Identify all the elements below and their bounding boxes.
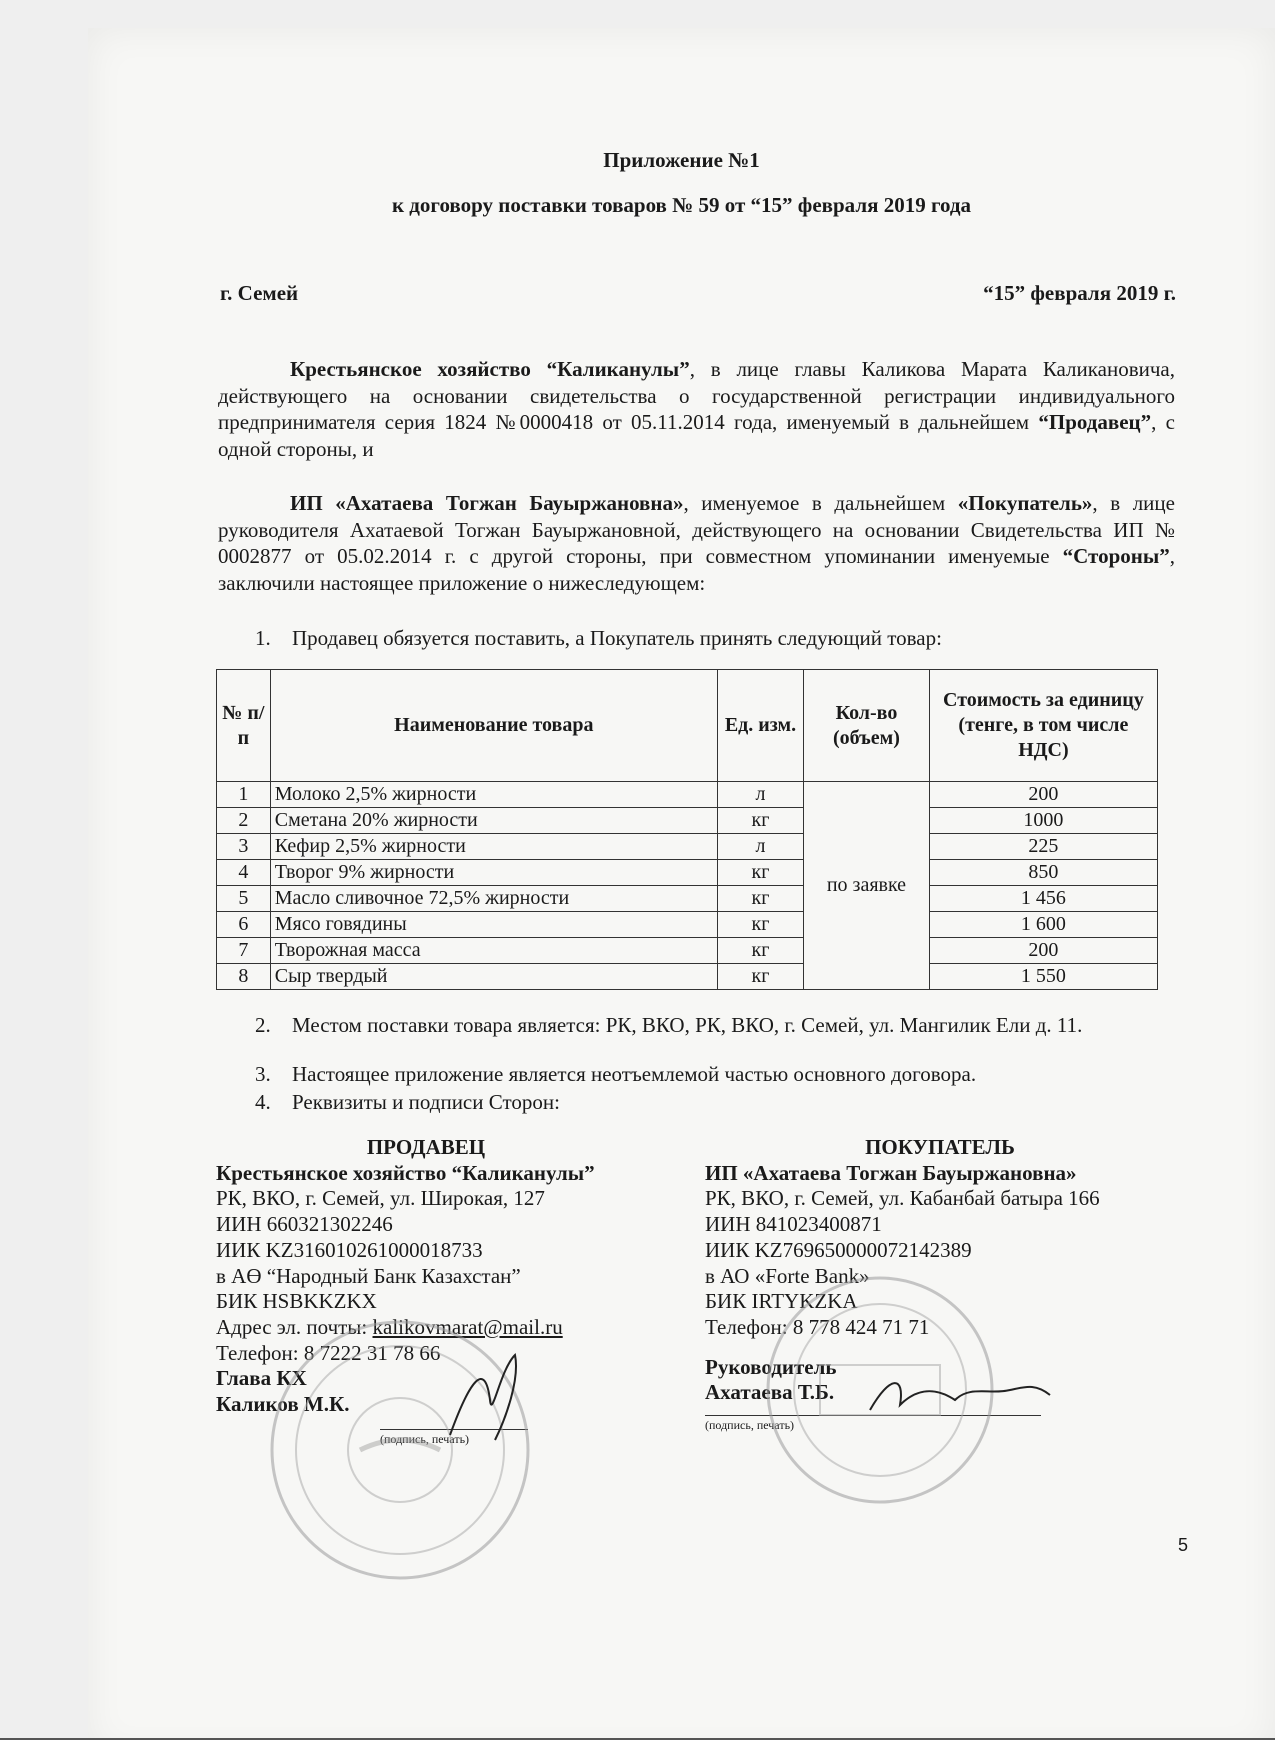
table-row [217,782,1158,808]
scan-bottom-edge [0,1738,1275,1758]
preamble-seller-text: , в лице главы Каликова Марата Каликановича, действующего на основании свидетельства о государственной регистрации индивидуального предпринимателя серия 1824 №0000418 от 05.11.2014 года, именуемый в дальнейшем [218,357,1176,434]
row-num: 4 [217,860,271,886]
preamble-buyer-tail: , заключили настоящее приложение о нижеследующем: [218,544,1175,595]
page-number: 5 [1178,1535,1189,1555]
table-row [217,912,1158,938]
row-unit: л [717,782,803,808]
clause-4-number: 4. [255,1090,271,1114]
buyer-signature-icon [860,1365,1060,1425]
row-unit: кг [717,808,803,834]
buyer-role: «Покупатель» [957,491,1093,515]
preamble-seller-tail: , с одной стороны, и [218,410,1175,461]
seller-signature-icon [430,1340,550,1450]
table-row [217,938,1158,964]
row-num: 3 [217,834,271,860]
row-price: 1 456 [929,886,1157,912]
header-qty: Кол-во (объем) [804,670,930,782]
buyer-bank: в АО «Forte Bank» [705,1263,870,1288]
buyer-bik: БИК IRTYKZKA [705,1289,858,1314]
seller-email-link[interactable]: kalikovmarat@mail.ru [372,1314,563,1339]
seller-address: РК, ВКО, г. Семей, ул. Широкая, 127 [216,1186,545,1211]
buyer-sign-note: (подпись, печать) [705,1418,795,1432]
buyer-title: ПОКУПАТЕЛЬ [865,1135,1015,1159]
clause-4-text: Реквизиты и подписи Сторон: [292,1090,560,1114]
row-price: 1 600 [929,912,1157,938]
clause-3-number: 3. [255,1062,271,1086]
seller-title: ПРОДАВЕЦ [366,1135,486,1159]
buyer-address: РК, ВКО, г. Семей, ул. Кабанбай батыра 166 [705,1186,1100,1211]
seller-sign-note: (подпись, печать) [380,1432,470,1446]
preamble-buyer-text-2: , в лице руководителя Ахатаевой Тогжан Бауыржановной, действующего на основании Свидетельства ИП № 0002877 от 05.02.2014 г. с другой стороны, при совместном упоминании именуемые [218,491,1175,568]
buyer-name: ИП «Ахатаева Тогжан Бауыржановна» [705,1160,1077,1185]
header-unit: Ед. изм. [717,670,803,782]
row-num: 1 [217,782,271,808]
seller-role: “Продавец” [1038,410,1152,434]
row-name: Творожная масса [270,938,717,964]
row-num: 2 [217,808,271,834]
row-unit: кг [717,912,803,938]
clause-3-text: Настоящее приложение является неотъемлемой частью основного договора. [292,1062,977,1086]
row-price: 200 [929,782,1157,808]
row-num: 6 [217,912,271,938]
row-name: Сметана 20% жирности [270,808,717,834]
row-price: 1 550 [929,964,1157,990]
row-name: Мясо говядины [270,912,717,938]
document-date: “15” февраля 2019 г. [983,281,1176,305]
row-name: Творог 9% жирности [270,860,717,886]
preamble-seller [218,356,1175,462]
row-price: 225 [929,834,1157,860]
row-qty-common: по заявке [804,782,930,990]
row-name: Масло сливочное 72,5% жирности [270,886,717,912]
seller-iik: ИИК KZ316010261000018733 [216,1237,483,1262]
seller-name: Крестьянское хозяйство “Каликанулы” [216,1160,595,1185]
clause-2-text: Местом поставки товара является: РК, ВКО, РК, ВКО, г. Семей, ул. Мангилик Ели д. 11. [292,1013,1083,1037]
clause-2-number: 2. [255,1013,271,1037]
row-num: 7 [217,938,271,964]
appendix-title: Приложение №1 [603,148,760,172]
preamble-buyer [218,490,1175,596]
row-name: Кефир 2,5% жирности [270,834,717,860]
buyer-position: Руководитель [705,1354,837,1379]
table-header-row [217,670,1158,782]
table-row [217,886,1158,912]
row-price: 200 [929,938,1157,964]
preamble-buyer-text: , именуемое в дальнейшем [683,491,958,515]
buyer-party-name: ИП «Ахатаева Тогжан Бауыржановна» [290,491,684,515]
city: г. Семей [220,281,299,305]
table-row [217,834,1158,860]
row-num: 8 [217,964,271,990]
seller-position: Глава КХ [216,1366,307,1391]
row-unit: кг [717,964,803,990]
clause-1-text: Продавец обязуется поставить, а Покупатель принять следующий товар: [292,626,942,650]
seller-party-name: Крестьянское хозяйство “Каликанулы” [290,357,690,381]
table-row [217,860,1158,886]
table-row [217,964,1158,990]
table-row [217,808,1158,834]
buyer-iin: ИИН 841023400871 [705,1212,882,1237]
seller-email-label: Адрес эл. почты: [216,1314,373,1339]
goods-table [216,669,1158,990]
buyer-iik: ИИК KZ769650000072142389 [705,1237,972,1262]
row-num: 5 [217,886,271,912]
row-unit: кг [717,886,803,912]
seller-phone: Телефон: 8 7222 31 78 66 [216,1340,441,1365]
buyer-signer: Ахатаева Т.Б. [705,1380,835,1405]
seller-bank: в АӨ “Народный Банк Казахстан” [216,1263,521,1288]
row-unit: кг [717,860,803,886]
sides-term: “Стороны” [1062,544,1170,568]
clause-1-number: 1. [255,626,271,650]
row-name: Молоко 2,5% жирности [270,782,717,808]
seller-signer: Каликов М.К. [216,1392,350,1417]
row-price: 850 [929,860,1157,886]
row-price: 1000 [929,808,1157,834]
header-num: № п/п [217,670,271,782]
row-unit: кг [717,938,803,964]
header-price: Стоимость за единицу (тенге, в том числе НДС) [929,670,1157,782]
header-name: Наименование товара [270,670,717,782]
buyer-phone: Телефон: 8 778 424 71 71 [705,1314,930,1339]
seller-iin: ИИН 660321302246 [216,1212,393,1237]
appendix-subtitle: к договору поставки товаров № 59 от “15” февраля 2019 года [391,193,972,217]
seller-bik: БИК HSBKKZKX [216,1289,377,1314]
row-name: Сыр твердый [270,964,717,990]
row-unit: л [717,834,803,860]
